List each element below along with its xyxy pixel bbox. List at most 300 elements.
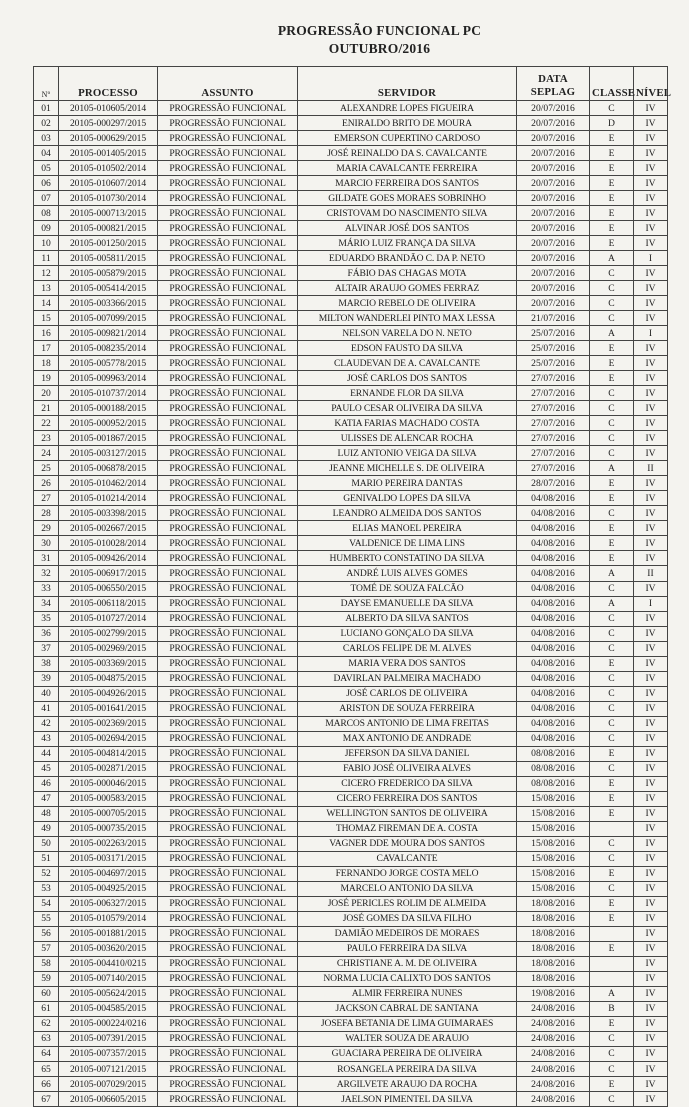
cell-servidor: ALTAIR ARAUJO GOMES FERRAZ	[298, 281, 517, 296]
cell-assunto: PROGRESSÃO FUNCIONAL	[158, 236, 298, 251]
cell-classe: C	[590, 506, 634, 521]
cell-servidor: ANDRÉ LUIS ALVES GOMES	[298, 566, 517, 581]
cell-data-seplag: 27/07/2016	[517, 401, 590, 416]
cell-nivel: IV	[634, 446, 668, 461]
cell-num: 20	[34, 386, 59, 401]
cell-classe: E	[590, 746, 634, 761]
cell-data-seplag: 20/07/2016	[517, 161, 590, 176]
cell-assunto: PROGRESSÃO FUNCIONAL	[158, 851, 298, 866]
cell-processo: 20105-002871/2015	[59, 761, 158, 776]
cell-assunto: PROGRESSÃO FUNCIONAL	[158, 1062, 298, 1077]
cell-servidor: CRISTOVAM DO NASCIMENTO SILVA	[298, 206, 517, 221]
cell-classe: A	[590, 596, 634, 611]
column-header-num: Nº	[34, 67, 59, 101]
cell-classe: E	[590, 806, 634, 821]
cell-data-seplag: 25/07/2016	[517, 326, 590, 341]
cell-data-seplag: 15/08/2016	[517, 866, 590, 881]
cell-data-seplag: 04/08/2016	[517, 551, 590, 566]
cell-processo: 20105-000583/2015	[59, 791, 158, 806]
cell-classe: E	[590, 1016, 634, 1031]
cell-processo: 20105-005811/2015	[59, 251, 158, 266]
cell-num: 47	[34, 791, 59, 806]
table-row	[34, 656, 668, 671]
cell-num: 52	[34, 866, 59, 881]
cell-nivel: IV	[634, 431, 668, 446]
cell-data-seplag: 04/08/2016	[517, 521, 590, 536]
cell-data-seplag: 04/08/2016	[517, 596, 590, 611]
cell-servidor: GENIVALDO LOPES DA SILVA	[298, 491, 517, 506]
cell-classe: E	[590, 896, 634, 911]
cell-classe: E	[590, 536, 634, 551]
cell-servidor: EDSON FAUSTO DA SILVA	[298, 341, 517, 356]
table-row	[34, 716, 668, 731]
table-row	[34, 116, 668, 131]
cell-num: 27	[34, 491, 59, 506]
cell-classe	[590, 821, 634, 836]
cell-nivel: IV	[634, 1031, 668, 1046]
cell-nivel: IV	[634, 491, 668, 506]
cell-data-seplag: 04/08/2016	[517, 686, 590, 701]
cell-data-seplag: 24/08/2016	[517, 1016, 590, 1031]
cell-servidor: ROSANGELA PEREIRA DA SILVA	[298, 1062, 517, 1077]
cell-processo: 20105-007099/2015	[59, 311, 158, 326]
cell-servidor: JOSÉ CARLOS DE OLIVEIRA	[298, 686, 517, 701]
cell-servidor: JEANNE MICHELLE S. DE OLIVEIRA	[298, 461, 517, 476]
cell-num: 48	[34, 806, 59, 821]
cell-num: 39	[34, 671, 59, 686]
cell-processo: 20105-000046/2015	[59, 776, 158, 791]
cell-processo: 20105-010737/2014	[59, 386, 158, 401]
cell-processo: 20105-002369/2015	[59, 716, 158, 731]
cell-assunto: PROGRESSÃO FUNCIONAL	[158, 671, 298, 686]
table-row	[34, 596, 668, 611]
cell-nivel: IV	[634, 791, 668, 806]
cell-num: 33	[34, 581, 59, 596]
cell-processo: 20105-007391/2015	[59, 1031, 158, 1046]
table-row	[34, 266, 668, 281]
table-row	[34, 1062, 668, 1077]
cell-processo: 20105-004697/2015	[59, 866, 158, 881]
cell-processo: 20105-006878/2015	[59, 461, 158, 476]
cell-assunto: PROGRESSÃO FUNCIONAL	[158, 641, 298, 656]
cell-data-seplag: 15/08/2016	[517, 791, 590, 806]
cell-processo: 20105-001867/2015	[59, 431, 158, 446]
cell-data-seplag: 15/08/2016	[517, 806, 590, 821]
cell-data-seplag: 24/08/2016	[517, 1092, 590, 1107]
cell-nivel: IV	[634, 101, 668, 116]
cell-nivel: IV	[634, 941, 668, 956]
cell-nivel: IV	[634, 821, 668, 836]
cell-classe: C	[590, 641, 634, 656]
cell-classe: E	[590, 911, 634, 926]
table-row	[34, 206, 668, 221]
table-row	[34, 236, 668, 251]
cell-num: 04	[34, 146, 59, 161]
table-row	[34, 296, 668, 311]
cell-assunto: PROGRESSÃO FUNCIONAL	[158, 746, 298, 761]
cell-data-seplag: 24/08/2016	[517, 1062, 590, 1077]
cell-servidor: MARIA VERA DOS SANTOS	[298, 656, 517, 671]
cell-data-seplag: 20/07/2016	[517, 101, 590, 116]
cell-num: 64	[34, 1046, 59, 1061]
cell-nivel: I	[634, 326, 668, 341]
table-row	[34, 746, 668, 761]
cell-num: 31	[34, 551, 59, 566]
cell-classe: E	[590, 1077, 634, 1092]
cell-assunto: PROGRESSÃO FUNCIONAL	[158, 866, 298, 881]
cell-num: 22	[34, 416, 59, 431]
cell-num: 55	[34, 911, 59, 926]
table-row	[34, 176, 668, 191]
cell-classe: C	[590, 446, 634, 461]
table-header-row	[34, 67, 668, 101]
cell-num: 34	[34, 596, 59, 611]
table-row	[34, 341, 668, 356]
cell-servidor: WELLINGTON SANTOS DE OLIVEIRA	[298, 806, 517, 821]
cell-classe: C	[590, 836, 634, 851]
cell-nivel: IV	[634, 1062, 668, 1077]
cell-num: 51	[34, 851, 59, 866]
table-row	[34, 836, 668, 851]
table-row	[34, 896, 668, 911]
cell-data-seplag: 24/08/2016	[517, 1046, 590, 1061]
cell-servidor: MARIA CAVALCANTE FERREIRA	[298, 161, 517, 176]
table-row	[34, 926, 668, 941]
cell-classe	[590, 956, 634, 971]
cell-nivel: IV	[634, 881, 668, 896]
cell-data-seplag: 04/08/2016	[517, 641, 590, 656]
cell-nivel: IV	[634, 581, 668, 596]
cell-servidor: JACKSON CABRAL DE SANTANA	[298, 1001, 517, 1016]
table-row	[34, 311, 668, 326]
cell-servidor: ARGILVETE ARAUJO DA ROCHA	[298, 1077, 517, 1092]
cell-assunto: PROGRESSÃO FUNCIONAL	[158, 341, 298, 356]
cell-processo: 20105-000224/0216	[59, 1016, 158, 1031]
cell-processo: 20105-003366/2015	[59, 296, 158, 311]
table-row	[34, 581, 668, 596]
cell-nivel: IV	[634, 266, 668, 281]
table-row	[34, 251, 668, 266]
cell-assunto: PROGRESSÃO FUNCIONAL	[158, 1046, 298, 1061]
cell-data-seplag: 20/07/2016	[517, 296, 590, 311]
table-row	[34, 686, 668, 701]
cell-data-seplag: 21/07/2016	[517, 311, 590, 326]
cell-data-seplag: 15/08/2016	[517, 836, 590, 851]
cell-nivel: IV	[634, 401, 668, 416]
cell-servidor: NORMA LUCIA CALIXTO DOS SANTOS	[298, 971, 517, 986]
table-row	[34, 431, 668, 446]
cell-assunto: PROGRESSÃO FUNCIONAL	[158, 536, 298, 551]
cell-num: 09	[34, 221, 59, 236]
cell-data-seplag: 24/08/2016	[517, 1001, 590, 1016]
cell-servidor: LEANDRO ALMEIDA DOS SANTOS	[298, 506, 517, 521]
cell-data-seplag: 25/07/2016	[517, 356, 590, 371]
cell-classe: B	[590, 1001, 634, 1016]
cell-classe: E	[590, 476, 634, 491]
cell-processo: 20105-007029/2015	[59, 1077, 158, 1092]
table-row	[34, 506, 668, 521]
cell-assunto: PROGRESSÃO FUNCIONAL	[158, 836, 298, 851]
cell-servidor: FABIO JOSÉ OLIVEIRA ALVES	[298, 761, 517, 776]
cell-servidor: CHRISTIANE A. M. DE OLIVEIRA	[298, 956, 517, 971]
cell-classe: E	[590, 221, 634, 236]
cell-classe: C	[590, 731, 634, 746]
cell-classe: C	[590, 1062, 634, 1077]
cell-num: 53	[34, 881, 59, 896]
cell-assunto: PROGRESSÃO FUNCIONAL	[158, 701, 298, 716]
cell-servidor: MARIO PEREIRA DANTAS	[298, 476, 517, 491]
table-row	[34, 791, 668, 806]
cell-servidor: MAX ANTONIO DE ANDRADE	[298, 731, 517, 746]
cell-assunto: PROGRESSÃO FUNCIONAL	[158, 356, 298, 371]
cell-processo: 20105-004585/2015	[59, 1001, 158, 1016]
cell-nivel: IV	[634, 356, 668, 371]
table-row	[34, 461, 668, 476]
cell-num: 54	[34, 896, 59, 911]
cell-nivel: IV	[634, 761, 668, 776]
cell-nivel: IV	[634, 836, 668, 851]
cell-nivel: I	[634, 251, 668, 266]
cell-assunto: PROGRESSÃO FUNCIONAL	[158, 221, 298, 236]
cell-num: 63	[34, 1031, 59, 1046]
cell-classe: E	[590, 866, 634, 881]
cell-classe: E	[590, 656, 634, 671]
cell-classe	[590, 971, 634, 986]
cell-processo: 20105-004925/2015	[59, 881, 158, 896]
table-row	[34, 521, 668, 536]
table-row	[34, 971, 668, 986]
cell-assunto: PROGRESSÃO FUNCIONAL	[158, 266, 298, 281]
cell-num: 18	[34, 356, 59, 371]
cell-data-seplag: 04/08/2016	[517, 656, 590, 671]
cell-classe: C	[590, 296, 634, 311]
table-body	[34, 101, 668, 1107]
cell-assunto: PROGRESSÃO FUNCIONAL	[158, 1092, 298, 1107]
cell-data-seplag: 18/08/2016	[517, 971, 590, 986]
cell-data-seplag: 04/08/2016	[517, 566, 590, 581]
cell-assunto: PROGRESSÃO FUNCIONAL	[158, 116, 298, 131]
cell-data-seplag: 08/08/2016	[517, 776, 590, 791]
cell-num: 23	[34, 431, 59, 446]
cell-data-seplag: 24/08/2016	[517, 1077, 590, 1092]
cell-classe	[590, 926, 634, 941]
table-row	[34, 491, 668, 506]
cell-nivel: IV	[634, 161, 668, 176]
cell-classe: E	[590, 236, 634, 251]
cell-nivel: IV	[634, 686, 668, 701]
cell-nivel: IV	[634, 776, 668, 791]
cell-nivel: IV	[634, 386, 668, 401]
cell-data-seplag: 04/08/2016	[517, 506, 590, 521]
cell-assunto: PROGRESSÃO FUNCIONAL	[158, 656, 298, 671]
cell-assunto: PROGRESSÃO FUNCIONAL	[158, 161, 298, 176]
cell-nivel: IV	[634, 1077, 668, 1092]
cell-num: 16	[34, 326, 59, 341]
table-row	[34, 986, 668, 1001]
cell-classe: C	[590, 611, 634, 626]
cell-data-seplag: 18/08/2016	[517, 896, 590, 911]
cell-processo: 20105-004875/2015	[59, 671, 158, 686]
cell-processo: 20105-000735/2015	[59, 821, 158, 836]
cell-data-seplag: 25/07/2016	[517, 341, 590, 356]
cell-assunto: PROGRESSÃO FUNCIONAL	[158, 326, 298, 341]
cell-servidor: JEFERSON DA SILVA DANIEL	[298, 746, 517, 761]
cell-processo: 20105-010502/2014	[59, 161, 158, 176]
cell-processo: 20105-010579/2014	[59, 911, 158, 926]
cell-servidor: CLAUDEVAN DE A. CAVALCANTE	[298, 356, 517, 371]
table-row	[34, 101, 668, 116]
cell-nivel: IV	[634, 746, 668, 761]
cell-assunto: PROGRESSÃO FUNCIONAL	[158, 296, 298, 311]
cell-servidor: DAVIRLAN PALMEIRA MACHADO	[298, 671, 517, 686]
cell-data-seplag: 20/07/2016	[517, 206, 590, 221]
table-row	[34, 851, 668, 866]
progression-table	[33, 66, 672, 1107]
cell-assunto: PROGRESSÃO FUNCIONAL	[158, 911, 298, 926]
cell-num: 56	[34, 926, 59, 941]
table-row	[34, 761, 668, 776]
cell-nivel: IV	[634, 416, 668, 431]
table-row	[34, 326, 668, 341]
cell-processo: 20105-003127/2015	[59, 446, 158, 461]
cell-nivel: IV	[634, 611, 668, 626]
cell-num: 58	[34, 956, 59, 971]
cell-nivel: IV	[634, 896, 668, 911]
cell-nivel: IV	[634, 671, 668, 686]
cell-nivel: IV	[634, 521, 668, 536]
cell-assunto: PROGRESSÃO FUNCIONAL	[158, 1016, 298, 1031]
cell-processo: 20105-007121/2015	[59, 1062, 158, 1077]
cell-nivel: IV	[634, 176, 668, 191]
cell-servidor: LUIZ ANTONIO VEIGA DA SILVA	[298, 446, 517, 461]
cell-data-seplag: 04/08/2016	[517, 731, 590, 746]
cell-num: 67	[34, 1092, 59, 1107]
table-row	[34, 911, 668, 926]
cell-data-seplag: 20/07/2016	[517, 116, 590, 131]
table-row	[34, 191, 668, 206]
cell-assunto: PROGRESSÃO FUNCIONAL	[158, 311, 298, 326]
cell-num: 65	[34, 1062, 59, 1077]
cell-num: 42	[34, 716, 59, 731]
cell-nivel: IV	[634, 371, 668, 386]
cell-assunto: PROGRESSÃO FUNCIONAL	[158, 821, 298, 836]
cell-data-seplag: 20/07/2016	[517, 131, 590, 146]
cell-data-seplag: 28/07/2016	[517, 476, 590, 491]
cell-processo: 20105-010605/2014	[59, 101, 158, 116]
table-row	[34, 701, 668, 716]
column-header-servidor: SERVIDOR	[298, 67, 517, 101]
cell-classe: C	[590, 401, 634, 416]
table-row	[34, 281, 668, 296]
column-header-classe: CLASSE	[590, 67, 634, 101]
cell-num: 28	[34, 506, 59, 521]
cell-processo: 20105-010462/2014	[59, 476, 158, 491]
cell-data-seplag: 27/07/2016	[517, 446, 590, 461]
cell-processo: 20105-006118/2015	[59, 596, 158, 611]
cell-classe: C	[590, 101, 634, 116]
cell-nivel: IV	[634, 986, 668, 1001]
cell-servidor: MILTON WANDERLEI PINTO MAX LESSA	[298, 311, 517, 326]
cell-nivel: IV	[634, 1046, 668, 1061]
cell-assunto: PROGRESSÃO FUNCIONAL	[158, 971, 298, 986]
table-row	[34, 551, 668, 566]
cell-data-seplag: 18/08/2016	[517, 911, 590, 926]
cell-data-seplag: 19/08/2016	[517, 986, 590, 1001]
cell-assunto: PROGRESSÃO FUNCIONAL	[158, 986, 298, 1001]
cell-nivel: IV	[634, 956, 668, 971]
cell-processo: 20105-010214/2014	[59, 491, 158, 506]
table-row	[34, 611, 668, 626]
cell-processo: 20105-010607/2014	[59, 176, 158, 191]
cell-classe: E	[590, 491, 634, 506]
cell-num: 30	[34, 536, 59, 551]
cell-processo: 20105-000629/2015	[59, 131, 158, 146]
table-row	[34, 371, 668, 386]
cell-data-seplag: 08/08/2016	[517, 761, 590, 776]
cell-servidor: DAYSE EMANUELLE DA SILVA	[298, 596, 517, 611]
cell-processo: 20105-001881/2015	[59, 926, 158, 941]
table-row	[34, 1016, 668, 1031]
cell-servidor: HUMBERTO CONSTATINO DA SILVA	[298, 551, 517, 566]
cell-num: 26	[34, 476, 59, 491]
cell-num: 15	[34, 311, 59, 326]
cell-servidor: CARLOS FELIPE DE M. ALVES	[298, 641, 517, 656]
cell-servidor: MARCELO ANTONIO DA SILVA	[298, 881, 517, 896]
cell-num: 02	[34, 116, 59, 131]
cell-assunto: PROGRESSÃO FUNCIONAL	[158, 1001, 298, 1016]
cell-processo: 20105-005624/2015	[59, 986, 158, 1001]
cell-servidor: CAVALCANTE	[298, 851, 517, 866]
cell-nivel: IV	[634, 146, 668, 161]
cell-classe: E	[590, 776, 634, 791]
table-row	[34, 221, 668, 236]
cell-processo: 20105-001641/2015	[59, 701, 158, 716]
cell-data-seplag: 04/08/2016	[517, 491, 590, 506]
cell-classe: E	[590, 161, 634, 176]
cell-servidor: JOSÉ REINALDO DA S. CAVALCANTE	[298, 146, 517, 161]
cell-nivel: IV	[634, 296, 668, 311]
table-row	[34, 881, 668, 896]
cell-nivel: IV	[634, 1016, 668, 1031]
cell-processo: 20105-006550/2015	[59, 581, 158, 596]
cell-data-seplag: 04/08/2016	[517, 581, 590, 596]
cell-servidor: MARCIO FERREIRA DOS SANTOS	[298, 176, 517, 191]
cell-nivel: II	[634, 566, 668, 581]
cell-assunto: PROGRESSÃO FUNCIONAL	[158, 506, 298, 521]
cell-num: 40	[34, 686, 59, 701]
cell-num: 44	[34, 746, 59, 761]
cell-processo: 20105-002667/2015	[59, 521, 158, 536]
cell-servidor: JAELSON PIMENTEL DA SILVA	[298, 1092, 517, 1107]
cell-servidor: WALTER SOUZA DE ARAUJO	[298, 1031, 517, 1046]
cell-num: 43	[34, 731, 59, 746]
table-row	[34, 146, 668, 161]
table-row	[34, 356, 668, 371]
cell-classe: C	[590, 761, 634, 776]
column-header-processo: PROCESSO	[59, 67, 158, 101]
cell-processo: 20105-001405/2015	[59, 146, 158, 161]
cell-processo: 20105-000705/2015	[59, 806, 158, 821]
cell-classe: C	[590, 671, 634, 686]
cell-assunto: PROGRESSÃO FUNCIONAL	[158, 521, 298, 536]
column-header-data-line2: SEPLAG	[530, 86, 576, 98]
cell-servidor: FERNANDO JORGE COSTA MELO	[298, 866, 517, 881]
cell-assunto: PROGRESSÃO FUNCIONAL	[158, 761, 298, 776]
cell-assunto: PROGRESSÃO FUNCIONAL	[158, 551, 298, 566]
cell-data-seplag: 20/07/2016	[517, 251, 590, 266]
cell-num: 45	[34, 761, 59, 776]
cell-assunto: PROGRESSÃO FUNCIONAL	[158, 566, 298, 581]
